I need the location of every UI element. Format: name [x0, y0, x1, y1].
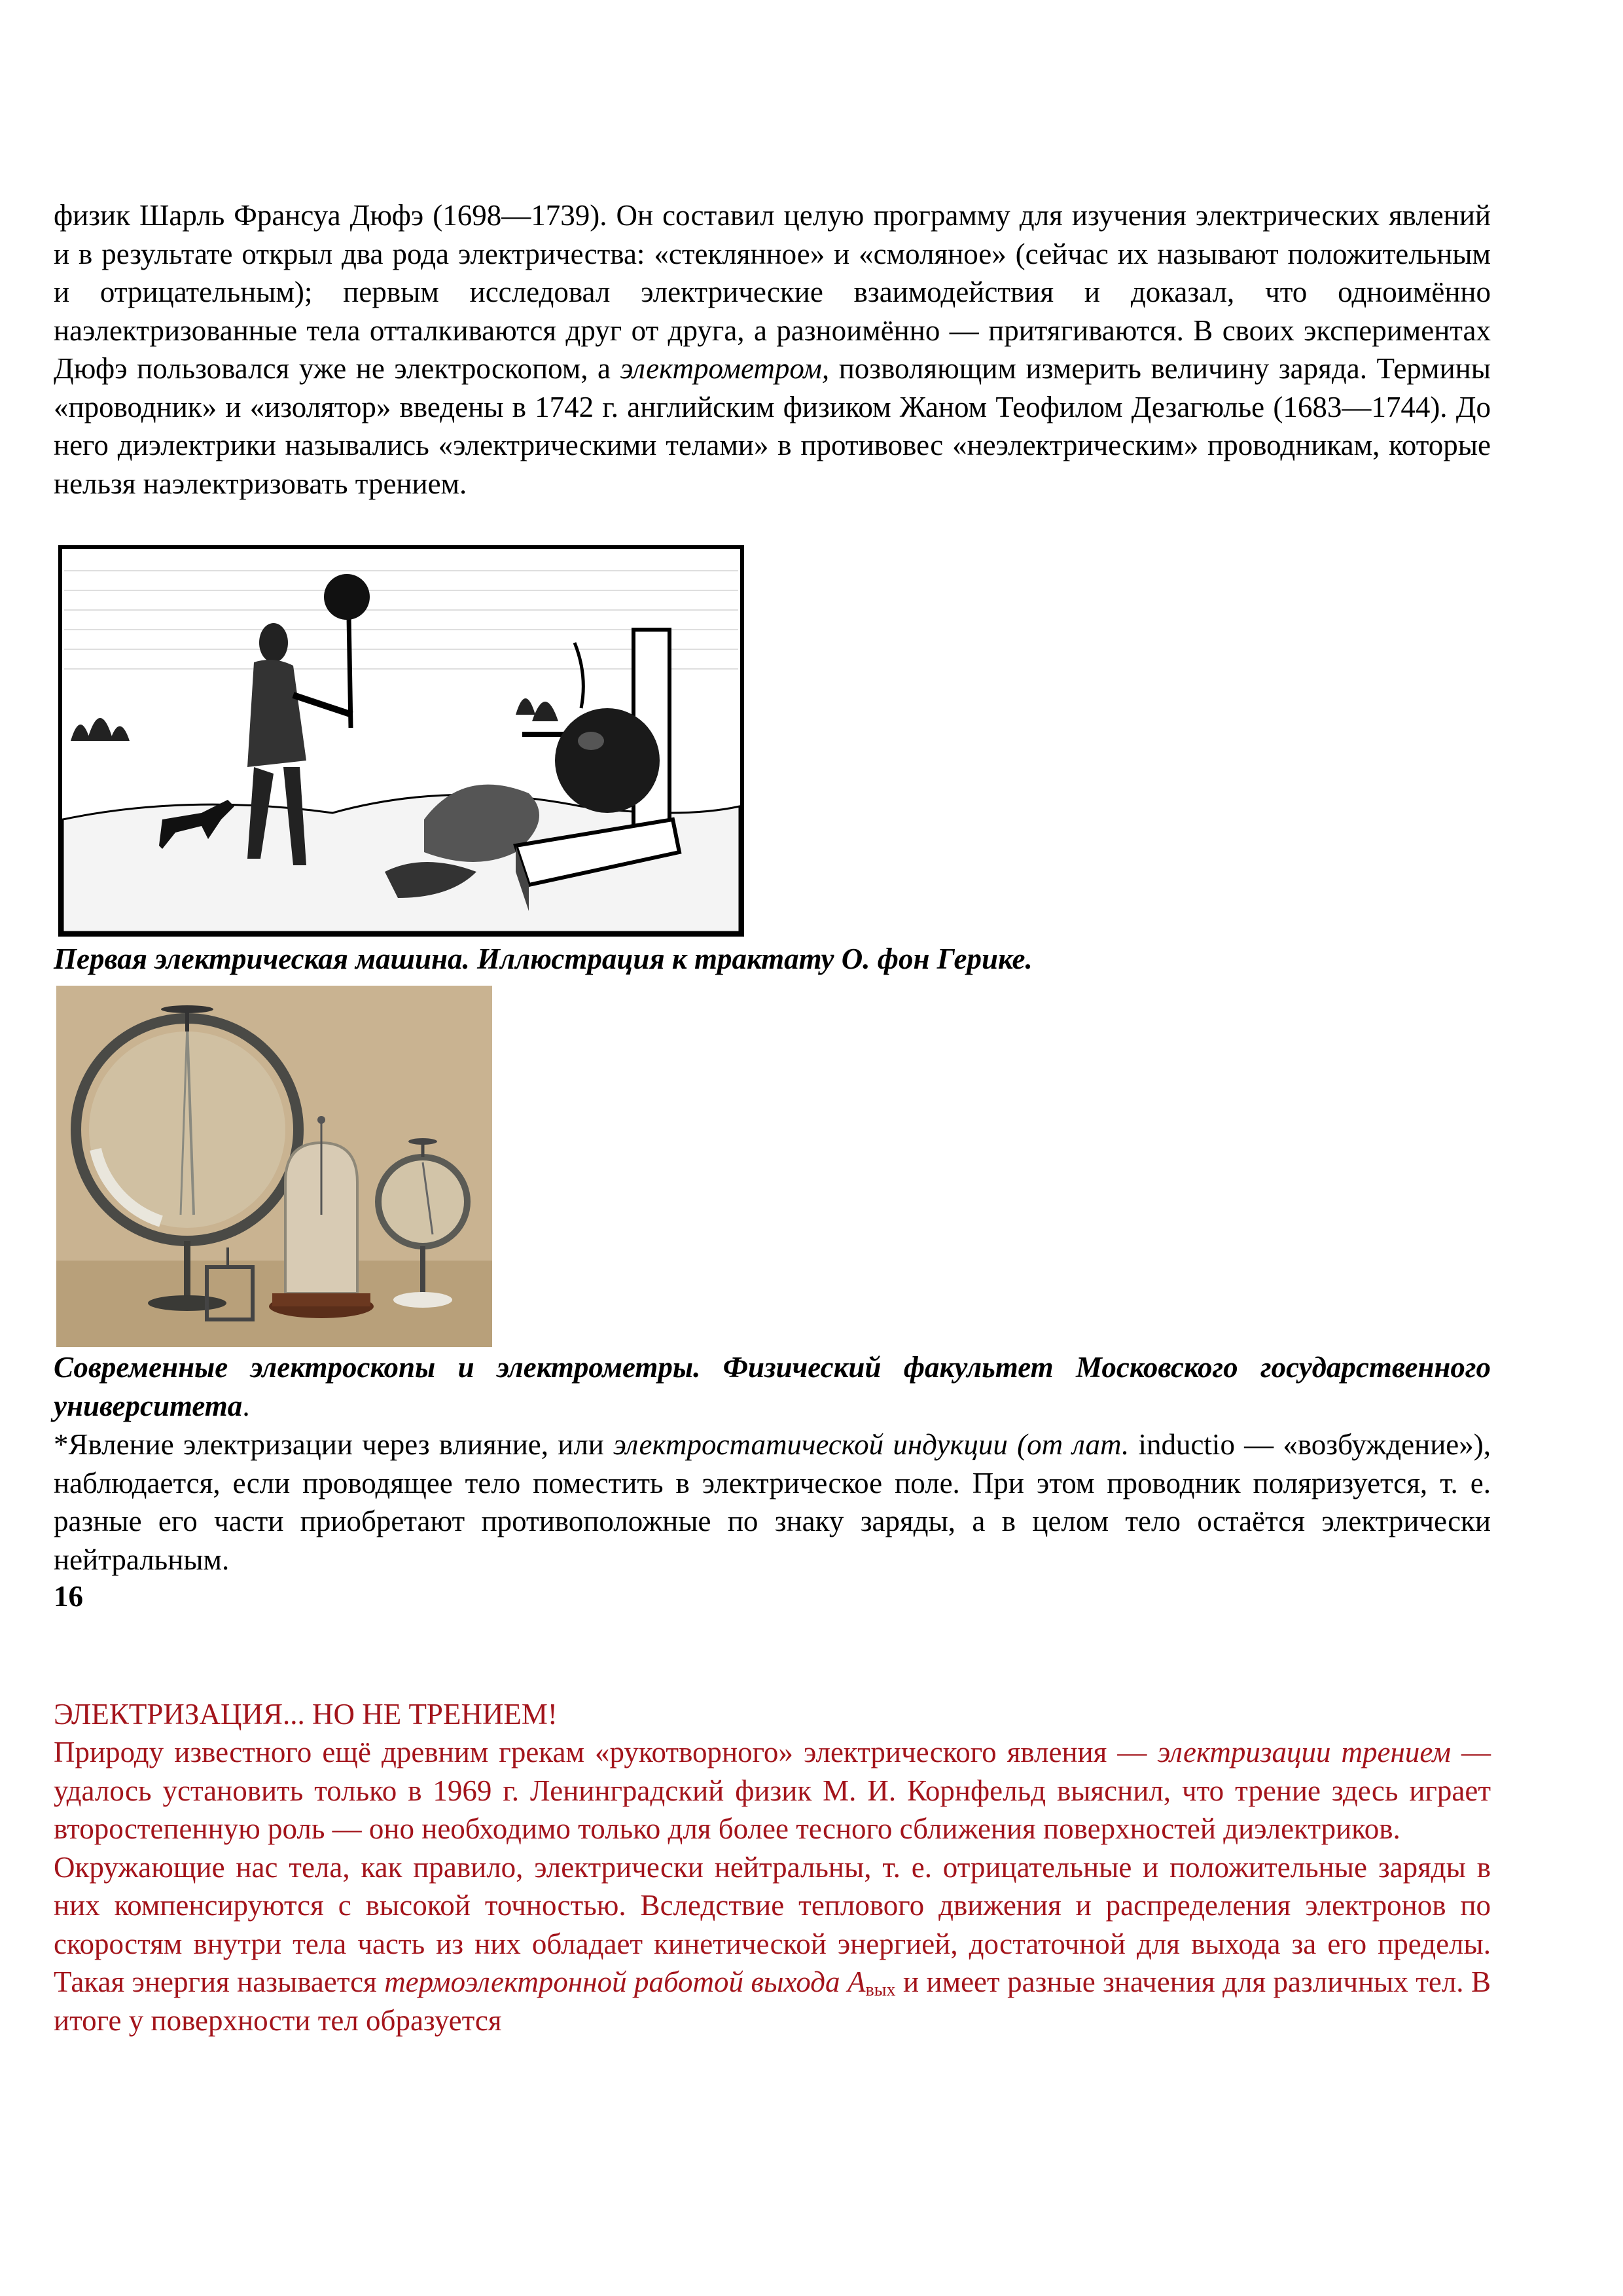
main-text-block: [54, 196, 1491, 503]
figure-guericke-machine: [58, 545, 745, 937]
sidebar-p1-text-1: Природу известного ещё древним грекам «рукотворного» электрического явления —: [54, 1736, 1158, 1768]
paragraph-text-2: позволяющим измерить величину заряда. Термины «проводник» и «изолятор» введены в 1742 г. английским физиком Жаном Теофилом Дезагюлье (1683—1744). До него диэлектрики назывались «электрическими телами» в противовес «неэлектрическим» проводникам, которые нельзя наэлектризовать трением.: [54, 352, 1491, 500]
sidebar-p1-term: электризации трением: [1157, 1736, 1451, 1768]
paragraph-text-1: физик Шарль Франсуа Дюфэ (1698—1739). Он составил целую программу для изучения электрических явлений и в результате открыл два рода электричества: «стеклянное» и «смоляное» (сейчас их называют положительным и отрицательным); первым исследовал электрические взаимодействия и доказал, что одноимённо наэлектризованные тела отталкиваются друг от друга, а разноимённо — притягиваются. В своих экспериментах Дюфэ пользовался уже не электроскопом, а: [54, 199, 1491, 385]
figure-1-caption: Первая электрическая машина. Иллюстрация к трактату О. фон Герике.: [54, 942, 1033, 975]
sidebar-heading: ЭЛЕКТРИЗАЦИЯ... НО НЕ ТРЕНИЕМ!: [54, 1698, 558, 1731]
footnote-term: электростатической индукции (от лат.: [613, 1428, 1130, 1461]
figure-2-caption-period: .: [242, 1389, 250, 1422]
footnote-text-2: inductio — «возбуждение»), наблюдается, если проводящее тело поместить в электрическое поле. При этом проводник поляризуется, т. е. разные его части приобретают противоположные по знаку заряды, а в целом тело остаётся электрически нейтральным.: [54, 1428, 1491, 1576]
paragraph-dufay: [54, 196, 1491, 503]
paragraph-term-electrometer: электрометром,: [620, 352, 830, 385]
electroscopes-photograph: [56, 986, 492, 1347]
sidebar-p2-text-2: и имеет разные значения для различных тел. В итоге у поверхности тел образуется: [54, 1965, 1491, 2037]
sidebar-p1-text-2: — удалось установить только в 1969 г. Ленинградский физик М. И. Корнфельд выяснил, что трение здесь играет второстепенную роль — оно необходимо только для более тесного сближения поверхностей диэлектриков.: [54, 1736, 1491, 1845]
sidebar-paragraph-2: [54, 1848, 1491, 2040]
sidebar-paragraph-1: [54, 1733, 1491, 1848]
figure-2-caption: [54, 1348, 1491, 1425]
sidebar-block: [54, 1695, 1491, 2039]
figure-electroscopes-photo: [56, 986, 492, 1347]
sidebar-p2-term: термоэлектронной работой выхода: [384, 1965, 840, 1998]
footnote-induction: [54, 1426, 1491, 1579]
figure-2-caption-text: Современные электроскопы и электрометры. Физический факультет Московского государственного университета: [54, 1351, 1491, 1422]
page-number: 16: [54, 1580, 83, 1613]
sidebar-p2-subscript: вых: [865, 1980, 896, 2000]
footnote-block: [54, 1426, 1491, 1579]
sidebar-p2-symbol: A: [847, 1965, 866, 1998]
footnote-text-1: *Явление электризации через влияние, или: [54, 1428, 614, 1461]
figure-2-caption-block: [54, 1348, 1491, 1425]
engraving-illustration: [58, 545, 745, 937]
sidebar-p2-text-1: Окружающие нас тела, как правило, электрически нейтральны, т. е. отрицательные и положительные заряды в них компенсируются с высокой точностью. Вследствие теплового движения и распределения электронов по скоростям внутри тела часть из них обладает кинетической энергией, достаточной для выхода за его пределы. Такая энергия называется: [54, 1850, 1491, 1998]
page-number-block: [54, 1577, 1491, 1615]
figure-1-caption-block: [54, 940, 1491, 978]
